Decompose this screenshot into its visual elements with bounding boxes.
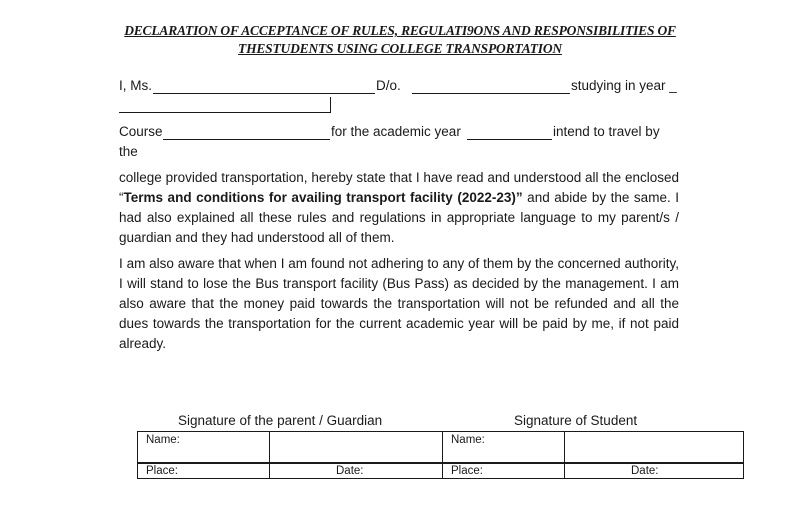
signature-name-row: [138, 432, 744, 464]
year-blank[interactable]: [119, 112, 330, 113]
academic-year-blank[interactable]: [467, 139, 552, 140]
paragraph-awareness: I am also aware that when I am found not adhering to any of them by the concerned authority, I will stand to lose the Bus transport facility (Bus Pass) as decided by the management. I am also aware that the money paid towards the transportation will not be refunded and all the dues towards the transportation for the current academic year will be paid by me, if not paid already.: [119, 256, 679, 351]
student-place-label: Place:: [443, 463, 565, 479]
label-i-ms: I, Ms.: [119, 78, 152, 93]
student-signature-label: Signature of Student: [514, 413, 638, 428]
parent-date-label: Date:: [270, 463, 443, 479]
student-name-cell[interactable]: [565, 432, 744, 464]
student-date-label: Date:: [565, 463, 744, 479]
label-intend-to-travel: intend to travel by: [553, 124, 660, 139]
student-name-blank[interactable]: [153, 93, 375, 94]
label-the: the: [119, 144, 138, 159]
label-studying-in-year: studying in year _: [571, 78, 677, 93]
student-name-label: Name:: [443, 432, 565, 464]
parent-place-label: Place:: [138, 463, 270, 479]
text-cursor: [330, 97, 331, 113]
signature-place-row: [138, 463, 744, 479]
course-blank[interactable]: [163, 139, 330, 140]
label-daughter-of: D/o.: [376, 78, 401, 93]
parent-name-cell[interactable]: [270, 432, 443, 464]
terms-title: Terms and conditions for availing transport facility (2022-23)”: [123, 190, 523, 205]
document-title: [110, 22, 690, 58]
label-academic-year: for the academic year: [331, 124, 461, 139]
parent-signature-label: Signature of the parent / Guardian: [178, 413, 383, 428]
parent-name-label: Name:: [138, 432, 270, 464]
paragraph-terms-part1: college provided transportation, hereby state that I have read and understood all the enclosed “: [119, 170, 679, 205]
signature-table: [137, 431, 744, 479]
title-line-1: DECLARATION OF ACCEPTANCE OF RULES, REGULATI9ONS AND RESPONSIBILITIES OF: [124, 23, 676, 38]
label-course: Course: [119, 124, 163, 139]
paragraph-terms: [119, 168, 679, 248]
paragraph-terms-part2: and abide by the same. I had also explained all these rules and regulations in appropriate language to my parent/s / guardian and they had understood all of them.: [119, 190, 679, 245]
father-name-blank[interactable]: [412, 93, 570, 94]
title-line-2: THESTUDENTS USING COLLEGE TRANSPORTATION: [238, 41, 562, 56]
